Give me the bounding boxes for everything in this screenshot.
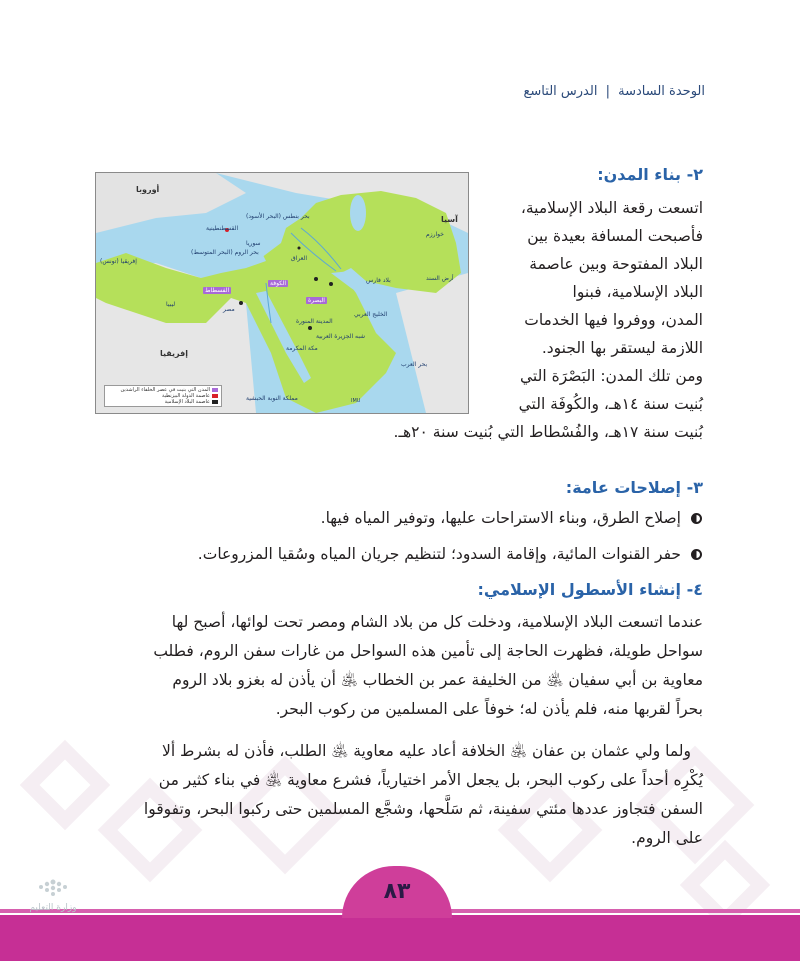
map-label-kufa: الكوفة: [270, 280, 286, 287]
section2-title: ٢- بناء المدن:: [597, 165, 703, 184]
map-label-khwarazm: خوارزم: [426, 231, 444, 238]
text-line: ومن تلك المدن: البَصْرَة التي: [520, 367, 703, 385]
legend-swatch: [212, 400, 218, 404]
text-line: على الروم.: [631, 829, 703, 847]
text-line: البلاد الإسلامية، فبنوا: [572, 283, 703, 301]
map-label-sind: أرض السند: [426, 275, 454, 282]
text-line: ولما ولي عثمان بن عفان ﵁ الخلافة أعاد عليه معاوية ﵁ الطلب، فأذن له بشرط ألا: [161, 742, 691, 760]
map-label-egypt: مصر: [223, 306, 235, 313]
map-label-europe: أوروبا: [136, 185, 160, 194]
bullet-text: إصلاح الطرق، وبناء الاستراحات عليها، وتوفير المياه فيها.: [320, 509, 681, 527]
text-line: اللازمة ليستقر بها الجنود.: [541, 339, 703, 357]
map-label-libya: ليبيا: [166, 301, 176, 308]
bullet-icon: [691, 549, 702, 560]
text-line: بحراً لقربها منه، فلم يأذن له؛ خوفاً على المسلمين من ركوب البحر.: [275, 700, 703, 718]
ministry-logo-icon: [23, 876, 83, 900]
map-label-mediterranean: بحر الروم (البحر المتوسط): [191, 249, 259, 256]
page-number: ٨٣: [342, 866, 452, 918]
text-line: السفن فتجاوز عددها مئتي سفينة، ثم سَلَّحها، وشجَّع المسلمين حتى ركبوا البحر، وتفوقوا: [143, 800, 703, 818]
legend-item: [108, 399, 218, 405]
legend-label: عاصمة البلاد الإسلامية: [164, 399, 210, 405]
page-header: [445, 84, 705, 99]
header-separator: |: [605, 84, 610, 99]
map-label-persia: بلاد فارس: [366, 277, 391, 284]
lesson-label: الدرس التاسع: [523, 84, 598, 99]
bullet-item: [321, 509, 702, 527]
map-label-africa: إفريقيا: [160, 349, 188, 358]
map-credit: IMU: [351, 398, 361, 404]
map-label-mecca: مكة المكرمة: [286, 345, 318, 352]
historical-map: [95, 172, 469, 414]
bullet-text: حفر القنوات المائية، وإقامة السدود؛ لتنظيم جريان المياه وسُقيا المزروعات.: [197, 545, 681, 563]
section4-paragraph2: [93, 737, 703, 853]
section3-title: ٣- إصلاحات عامة:: [565, 478, 703, 497]
text-line: اتسعت رقعة البلاد الإسلامية،: [520, 199, 703, 217]
map-label-syria: سوريا: [246, 240, 261, 247]
map-label-arabia: شبه الجزيرة العربية: [316, 333, 366, 340]
map-legend: [104, 385, 222, 407]
map-label-fustat: الفسطاط: [205, 287, 230, 294]
ministry-logo: [14, 876, 92, 916]
text-line: معاوية بن أبي سفيان ﵁ من الخليفة عمر بن الخطاب ﵁ أن يأذن له بغزو بلاد الروم: [172, 671, 703, 689]
bullet-icon: [691, 513, 702, 524]
section2-last-line: [93, 418, 703, 446]
map-label-black-sea: بحر بنطس (البحر الأسود): [246, 213, 310, 220]
legend-swatch: [212, 388, 218, 392]
text-line: عندما اتسعت البلاد الإسلامية، ودخلت كل من بلاد الشام ومصر تحت لوائها، أصبح لها: [171, 613, 703, 631]
map-label-basra: البصرة: [308, 297, 325, 304]
text-line: سواحل طويلة، فظهرت الحاجة إلى تأمين هذه السواحل من غارات سفن الروم، فطلب: [153, 642, 703, 660]
map-label-asia: آسيا: [441, 215, 458, 224]
map-label-ifriqiya: إفريقيا (تونس): [100, 258, 137, 265]
legend-label: المدن التي بنيت في عصر الخلفاء الراشدين: [120, 387, 210, 393]
map-label-arabian-sea: بحر العرب: [401, 361, 428, 368]
bullet-item: [198, 545, 702, 563]
map-label-constantinople: القسطنطينية: [206, 225, 239, 232]
legend-swatch: [212, 394, 218, 398]
map-label-persian-gulf: الخليج العربي: [354, 311, 388, 318]
section4-paragraph1: [93, 608, 703, 724]
map-label-nubia: مملكة النوبة الحبشية: [246, 395, 298, 402]
text-line: بُنيت سنة ١٧هـ، والفُسْطاط التي بُنيت سنة ٢٠هـ.: [393, 423, 703, 441]
text-line: المدن، ووفروا فيها الخدمات: [524, 311, 703, 329]
ministry-name: وزارة التعليم: [29, 903, 77, 913]
unit-label: الوحدة السادسة: [618, 84, 705, 99]
section4-title: ٤- إنشاء الأسطول الإسلامي:: [477, 580, 703, 599]
text-line: فأصبحت المسافة بعيدة بين: [527, 227, 703, 245]
legend-label: عاصمة الدولة البيزنطية: [161, 393, 210, 399]
section2-text: [467, 194, 703, 418]
map-graphic: [96, 173, 468, 413]
text-line: البلاد المفتوحة وبين عاصمة: [529, 255, 703, 273]
map-label-medina: المدينة المنورة: [296, 318, 333, 325]
footer-band: [0, 915, 800, 961]
text-line: يُكْرِه أحداً على ركوب البحر، بل يجعل الأمر اختيارياً، فشرع معاوية ﵁ في بناء كثير من: [158, 771, 703, 789]
map-label-iraq: العراق: [291, 255, 308, 262]
text-line: بُنيت سنة ١٤هـ، والكُوفَة التي: [518, 395, 703, 413]
